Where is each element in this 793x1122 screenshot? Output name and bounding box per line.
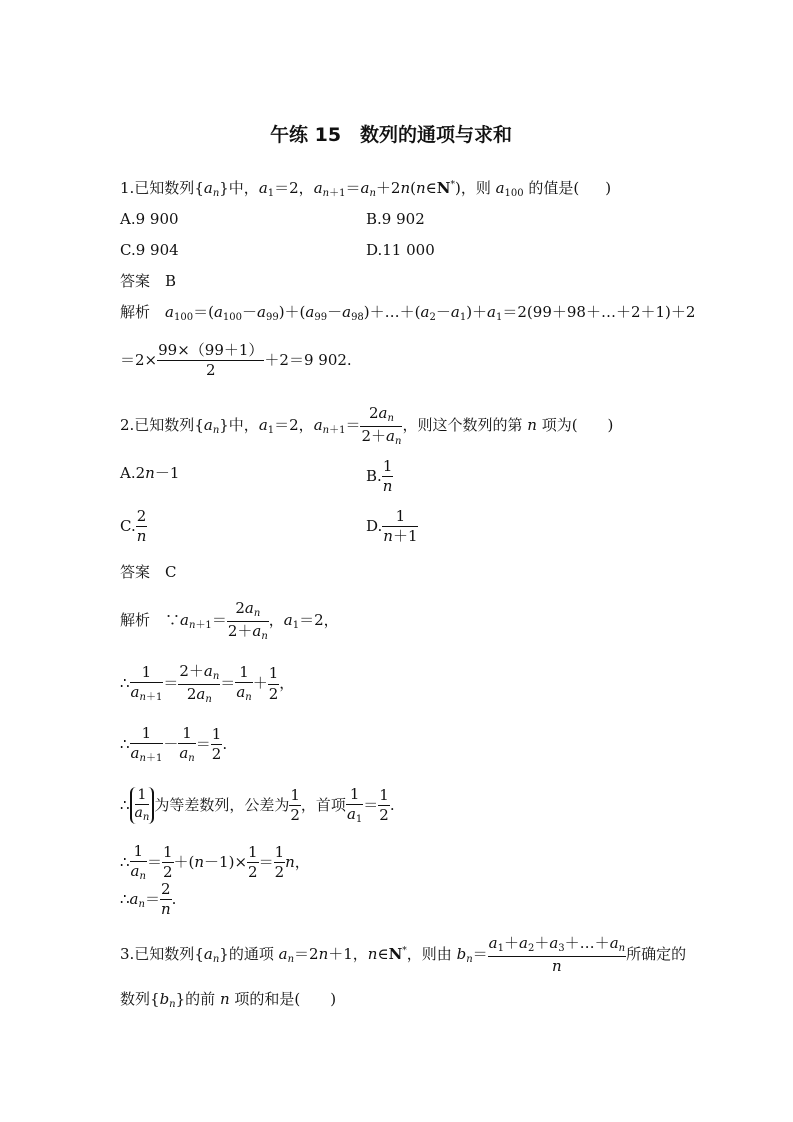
question-2-option-c: C. $\frac{2}{n}$ bbox=[120, 507, 147, 546]
question-3-stem-line1: 3.已知数列$\{a_n\}$的通项 $a_n=2n+1$，n∈N*，则由 $b_n=$ $\frac{a_1+a_2+a_3+\dots+a_n}{n}$ 所确定的 bbox=[120, 934, 687, 975]
question-2-answer: 答案 C bbox=[120, 563, 177, 581]
question-2-analysis-line3: ∴ $\frac{1}{a_{n+1}}$ － $\frac{1}{a_n}$ ＝ $\frac{1}{2}$ . bbox=[120, 724, 228, 765]
question-1-option-b: B.9 902 bbox=[366, 210, 425, 228]
question-2-analysis-line4: ∴ $\frac{1}{a_n}$为等差数列，公差为 $\frac{1}{2}$ ，首项 $\frac{1}{a_1}$ ＝ $\frac{1}{2}$ . bbox=[120, 785, 395, 826]
question-1-option-c: C.9 904 bbox=[120, 241, 179, 259]
question-1-stem: 1.已知数列$\{a_n\}$中，$a_1=2$，$a_{n+1}=a_n+2n(n\in N^*)$，则 $a_{100}$ 的值是( ) bbox=[120, 179, 612, 199]
question-2-option-d: D. $\frac{1}{n+1}$ bbox=[366, 507, 418, 546]
question-1-analysis-line1: 解析 $a_{100}=(a_{100}-a_{99})+(a_{99}-a_{98})+\dots+(a_2-a_1)+a_1=2(99+98+\dots+2+1)+2$ bbox=[120, 303, 696, 323]
question-1-answer: 答案 B bbox=[120, 272, 177, 290]
question-1-option-a: A.9 900 bbox=[120, 210, 179, 228]
question-1-analysis-line2: ＝2× $\frac{99\times(99+1)}{2}$ ＋2＝9 902. bbox=[120, 341, 352, 380]
question-2-analysis-line1: 解析 $\because a_{n+1}=$ $\frac{2a_n}{2+a_n}$ ，$a_1=2$， bbox=[120, 599, 339, 642]
question-2-analysis-line6: $\therefore a_n=$ $\frac{2}{n}$ . bbox=[120, 880, 177, 919]
question-2-option-a: A.2n－1 bbox=[120, 464, 180, 482]
question-1-option-d: D.11 000 bbox=[366, 241, 435, 259]
question-2-analysis-line2: ∴ $\frac{1}{a_{n+1}}$ ＝ $\frac{2+a_n}{2a_n}$ ＝ $\frac{1}{a_n}$ ＋ $\frac{1}{2}$ ， bbox=[120, 662, 295, 705]
question-2-analysis-line5: ∴ $\frac{1}{a_n}$ ＝ $\frac{1}{2}$ ＋(n－1)× $\frac{1}{2}$ ＝ $\frac{1}{2}$ n， bbox=[120, 842, 310, 883]
page-title: 午练 15 数列的通项与求和 bbox=[270, 124, 513, 146]
question-2-option-b: B. $\frac{1}{n}$ bbox=[366, 457, 393, 496]
question-3-stem-line2: 数列$\{b_n\}$的前 n 项的和是( ) bbox=[120, 990, 337, 1010]
question-2-stem: 2.已知数列$\{a_n\}$中，$a_1=2$，$a_{n+1}=$ $\frac{2a_n}{2+a_n}$ ，则这个数列的第 n 项为( ) bbox=[120, 404, 614, 447]
